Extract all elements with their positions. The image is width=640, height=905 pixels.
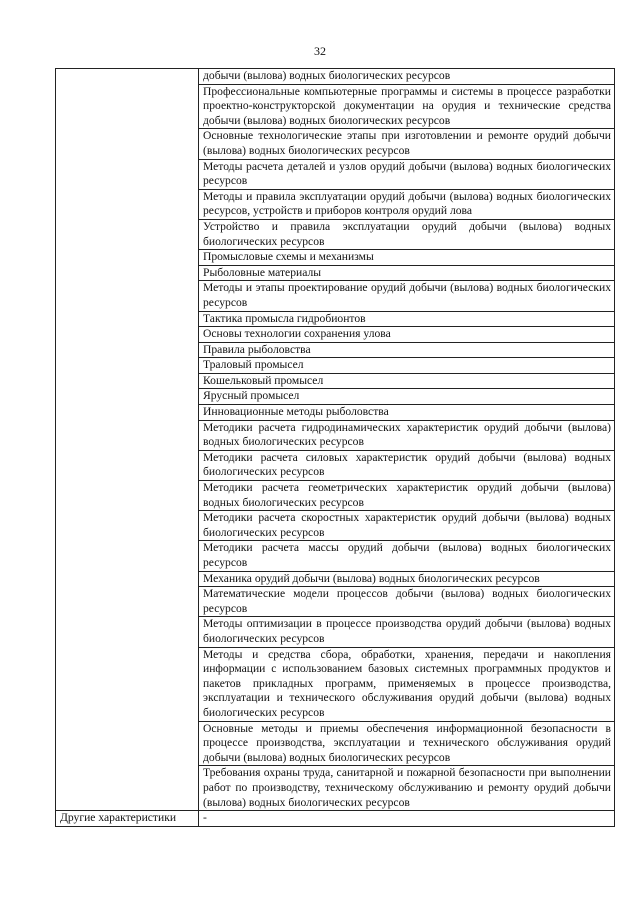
table-cell: Методики расчета геометрических характеристик орудий добычи (вылова) водных биологических ресурсов	[199, 481, 615, 511]
table-cell: Методы и средства сбора, обработки, хранения, передачи и накопления информации с использованием базовых системных программных продуктов и пакетов прикладных программ, применяемых в процессе производства, эксплуатации и технического обслуживания орудий добычи (вылова) водных биологических ресурсов	[199, 647, 615, 721]
table-cell: Математические модели процессов добычи (вылова) водных биологических ресурсов	[199, 587, 615, 617]
table-cell: Траловый промысел	[199, 358, 615, 374]
table-row	[56, 69, 615, 85]
table-cell: Основные технологические этапы при изготовлении и ремонте орудий добычи (вылова) водных биологических ресурсов	[199, 129, 615, 159]
table-cell: Методы расчета деталей и узлов орудий добычи (вылова) водных биологических ресурсов	[199, 159, 615, 189]
category-cell-empty	[56, 69, 199, 811]
table-cell: Устройство и правила эксплуатации орудий добычи (вылова) водных биологических ресурсов	[199, 219, 615, 249]
knowledge-table	[55, 68, 615, 827]
table-cell: Методы и этапы проектирование орудий добычи (вылова) водных биологических ресурсов	[199, 281, 615, 311]
table-cell: Инновационные методы рыболовства	[199, 405, 615, 421]
other-characteristics-label: Другие характеристики	[56, 811, 199, 827]
table-cell: Методы оптимизации в процессе производства орудий добычи (вылова) водных биологических ресурсов	[199, 617, 615, 647]
table-cell: Тактика промысла гидробионтов	[199, 311, 615, 327]
table-cell: Требования охраны труда, санитарной и пожарной безопасности при выполнении работ по производству, техническому обслуживанию и ремонту орудий добычи (вылова) водных биологических ресурсов	[199, 766, 615, 811]
table-cell: Рыболовные материалы	[199, 265, 615, 281]
table-cell: добычи (вылова) водных биологических ресурсов	[199, 69, 615, 85]
table-cell: Кошельковый промысел	[199, 373, 615, 389]
table-cell: Ярусный промысел	[199, 389, 615, 405]
table-cell: Промысловые схемы и механизмы	[199, 250, 615, 266]
table-cell: Методики расчета скоростных характеристик орудий добычи (вылова) водных биологических ресурсов	[199, 511, 615, 541]
table-cell: Основные методы и приемы обеспечения информационной безопасности в процессе производства, эксплуатации и технического обслуживания орудий добычи (вылова) водных биологических ресурсов	[199, 721, 615, 766]
other-characteristics-row	[56, 811, 615, 827]
other-characteristics-value: -	[199, 811, 615, 827]
table-cell: Профессиональные компьютерные программы и системы в процессе разработки проектно-конструкторской документации на орудия и технические средства добычи (вылова) водных биологических ресурсов	[199, 84, 615, 129]
table-cell: Методики расчета массы орудий добычи (вылова) водных биологических ресурсов	[199, 541, 615, 571]
table-cell: Методики расчета силовых характеристик орудий добычи (вылова) водных биологических ресурсов	[199, 450, 615, 480]
table-cell: Основы технологии сохранения улова	[199, 327, 615, 343]
table-cell: Механика орудий добычи (вылова) водных биологических ресурсов	[199, 571, 615, 587]
table-cell: Методы и правила эксплуатации орудий добычи (вылова) водных биологических ресурсов, устройств и приборов контроля орудий лова	[199, 189, 615, 219]
table-cell: Правила рыболовства	[199, 342, 615, 358]
table-cell: Методики расчета гидродинамических характеристик орудий добычи (вылова) водных биологических ресурсов	[199, 420, 615, 450]
page-number: 32	[314, 44, 326, 58]
